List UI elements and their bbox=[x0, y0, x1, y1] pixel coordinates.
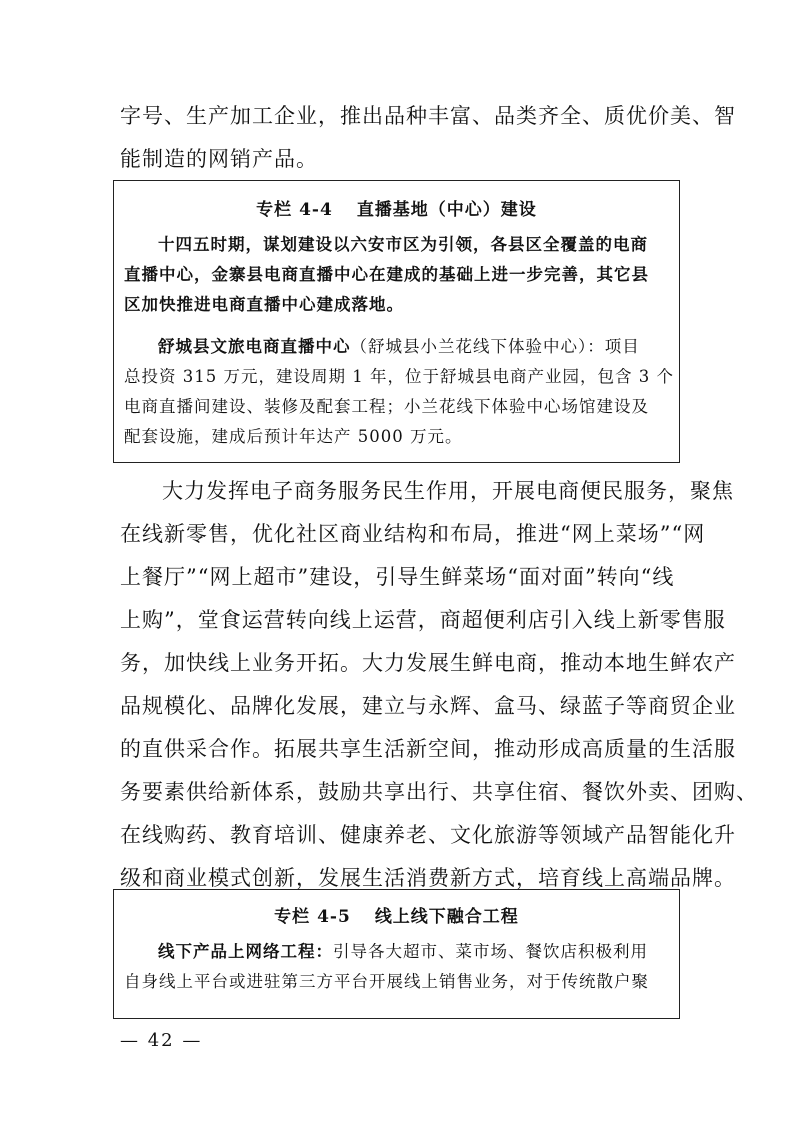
project-text: （舒城县小兰花线下体验中心）：项目 bbox=[350, 337, 640, 356]
text-line: 级和商业模式创新，发展生活消费新方式，培育线上高端品牌。 bbox=[120, 866, 736, 890]
bold-text-line: 区加快推进电商直播中心建成落地。 bbox=[124, 295, 404, 314]
page-number: — 42 — bbox=[120, 1030, 203, 1051]
item-text: 引导各大超市、菜市场、餐饮店积极利用 bbox=[333, 942, 648, 961]
text-line: 在线新零售，优化社区商业结构和布局，推进“网上菜场”“网 bbox=[120, 522, 706, 546]
column-box-4-5 bbox=[113, 889, 680, 1019]
text-line: 电商直播间建设、装修及配套工程；小兰花线下体验中心场馆建设及 bbox=[124, 397, 649, 416]
box-heading: 线上线下融合工程 bbox=[374, 907, 519, 927]
text-line: 配套设施，建成后预计年达产 5000 万元。 bbox=[124, 427, 463, 446]
text-line: 品规模化、品牌化发展，建立与永辉、盒马、绿蓝子等商贸企业 bbox=[120, 694, 736, 718]
text-line: 的直供采合作。拓展共享生活新空间，推动形成高质量的生活服 bbox=[120, 737, 736, 761]
box-number: 专栏 4-5 bbox=[274, 907, 351, 927]
project-name: 舒城县文旅电商直播中心 bbox=[158, 337, 351, 356]
box-heading: 直播基地（中心）建设 bbox=[356, 200, 537, 220]
text-line: 字号、生产加工企业，推出品种丰富、品类齐全、质优价美、智 bbox=[120, 104, 736, 128]
text-line: 务要素供给新体系，鼓励共享出行、共享住宿、餐饮外卖、团购、 bbox=[120, 780, 758, 804]
column-box-4-4 bbox=[113, 180, 680, 463]
project-line bbox=[124, 937, 669, 967]
text-line: 总投资 315 万元，建设周期 1 年，位于舒城县电商产业园，包含 3 个 bbox=[124, 367, 674, 386]
box-title bbox=[124, 899, 669, 935]
text-line: 能制造的网销产品。 bbox=[120, 147, 318, 171]
item-name: 线下产品上网络工程： bbox=[158, 942, 333, 961]
text-line: 务，加快线上业务开拓。大力发展生鲜电商，推动本地生鲜农产 bbox=[120, 651, 736, 675]
text-line: 自身线上平台或进驻第三方平台开展线上销售业务，对于传统散户聚 bbox=[124, 972, 649, 991]
intro-paragraph bbox=[120, 95, 736, 181]
text-line: 上购”，堂食运营转向线上运营，商超便利店引入线上新零售服 bbox=[120, 608, 726, 632]
box-title bbox=[124, 192, 669, 228]
body-paragraph bbox=[120, 470, 758, 900]
bold-text-line: 直播中心，金寨县电商直播中心在建成的基础上进一步完善，其它县 bbox=[124, 265, 649, 284]
bold-text-line: 十四五时期，谋划建设以六安市区为引领，各县区全覆盖的电商 bbox=[158, 235, 648, 254]
text-line: 在线购药、教育培训、健康养老、文化旅游等领域产品智能化升 bbox=[120, 823, 736, 847]
project-line bbox=[124, 332, 669, 362]
text-line: 大力发挥电子商务服务民生作用，开展电商便民服务，聚焦 bbox=[162, 479, 734, 503]
box-number: 专栏 4-4 bbox=[256, 200, 333, 220]
text-line: 上餐厅”“网上超市”建设，引导生鲜菜场“面对面”转向“线 bbox=[120, 565, 675, 589]
